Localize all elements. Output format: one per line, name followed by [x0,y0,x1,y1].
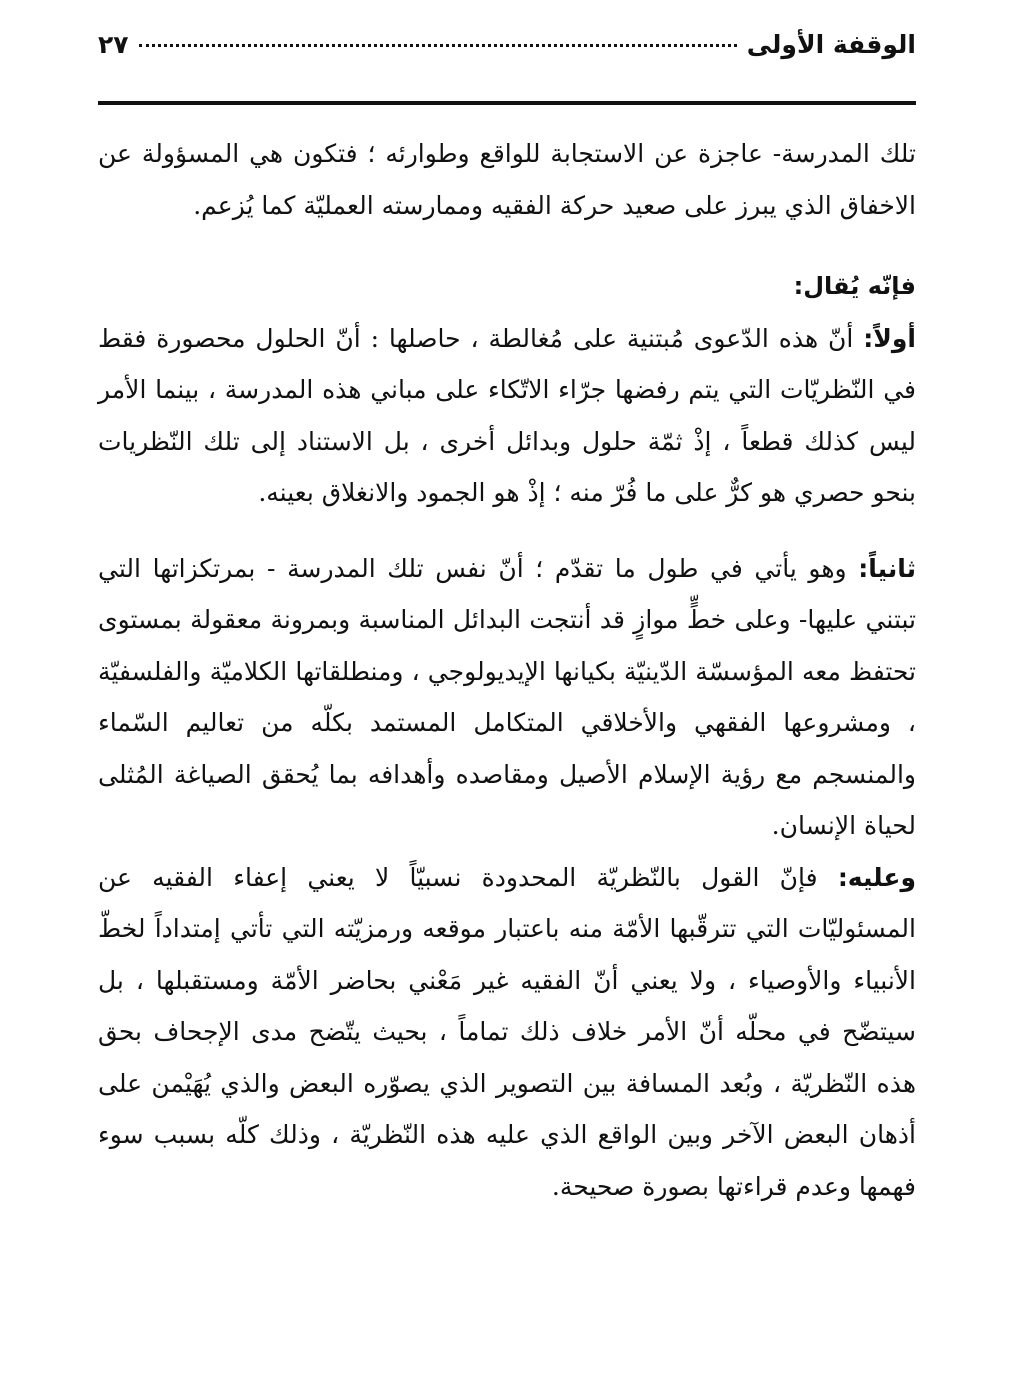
paragraph-lead: وعليه: [837,862,916,892]
page-number: ٢٧ [98,30,129,59]
paragraph-text: وهو يأتي في طول ما تقدّم ؛ أنّ نفس تلك المدرسة - بمرتكزاتها التي تبتني عليها- وعلى خطٍّ موازٍ قد أنتجت البدائل المناسبة وبمرونة معقولة بمستوى تحتفظ معه المؤسسّة الدّينيّة بكيانها الإيديولوجي ، ومنطلقاتها الكلاميّة والفلسفيّة ، ومشروعها الفقهي والأخلاقي المتكامل المستمد بكلّه من تعاليم السّماء والمنسجم مع رؤية الإسلام الأصيل ومقاصده وأهدافه بما يُحقق الصياغة المُثلى لحياة الإنسان. [98,553,916,840]
body-text [98,128,916,1212]
section-heading: فإنّه يُقال: [793,272,916,300]
header-leader-dots [139,44,737,47]
paragraph-text: أنّ هذه الدّعوى مُبتنية على مُغالطة ، حاصلها : أنّ الحلول محصورة فقط في النّظريّات التي يتم رفضها جرّاء الاتّكاء على مباني هذه المدرسة ، بينما الأمر ليس كذلك قطعاً ، إذْ ثمّة حلول وبدائل أخرى ، بل الاستناد إلى تلك النّظريات بنحو حصري هو كرٌّ على ما فُرّ منه ؛ إذْ هو الجمود والانغلاق بعينه. [98,323,916,507]
running-header [98,30,916,74]
paragraph-text: تلك المدرسة- عاجزة عن الاستجابة للواقع وطوارئه ؛ فتكون هي المسؤولة عن الاخفاق الذي يبرز على صعيد حركة الفقيه وممارسته العمليّة كما يُزعم. [98,139,916,220]
paragraph-second [98,543,916,852]
paragraph-lead: ثانياً: [858,553,916,583]
paragraph-intro [98,128,916,231]
header-rule [98,101,916,105]
paragraph-conclusion [98,852,916,1213]
paragraph-lead: أولاً: [863,323,916,353]
chapter-title: الوقفة الأولى [746,30,916,59]
paragraph-text: فإنّ القول بالنّظريّة المحدودة نسبيّاً لا يعني إعفاء الفقيه عن المسئوليّات التي تترقّبها الأمّة منه باعتبار موقعه ورمزيّته التي تأتي إمتداداً لخطّ الأنبياء والأوصياء ، ولا يعني أنّ الفقيه غير مَعْني بحاضر الأمّة ومستقبلها ، بل سيتضّح في محلّه أنّ الأمر خلاف ذلك تماماً ، بحيث يتّضح مدى الإجحاف بحق هذه النّظريّة ، وبُعد المسافة بين التصوير الذي يصوّره البعض والذي يُهَيْمن على أذهان البعض الآخر وبين الواقع الذي عليه هذه النّظريّة ، وذلك كلّه بسبب سوء فهمها وعدم قراءتها بصورة صحيحة. [98,862,916,1201]
paragraph-first [98,313,916,519]
